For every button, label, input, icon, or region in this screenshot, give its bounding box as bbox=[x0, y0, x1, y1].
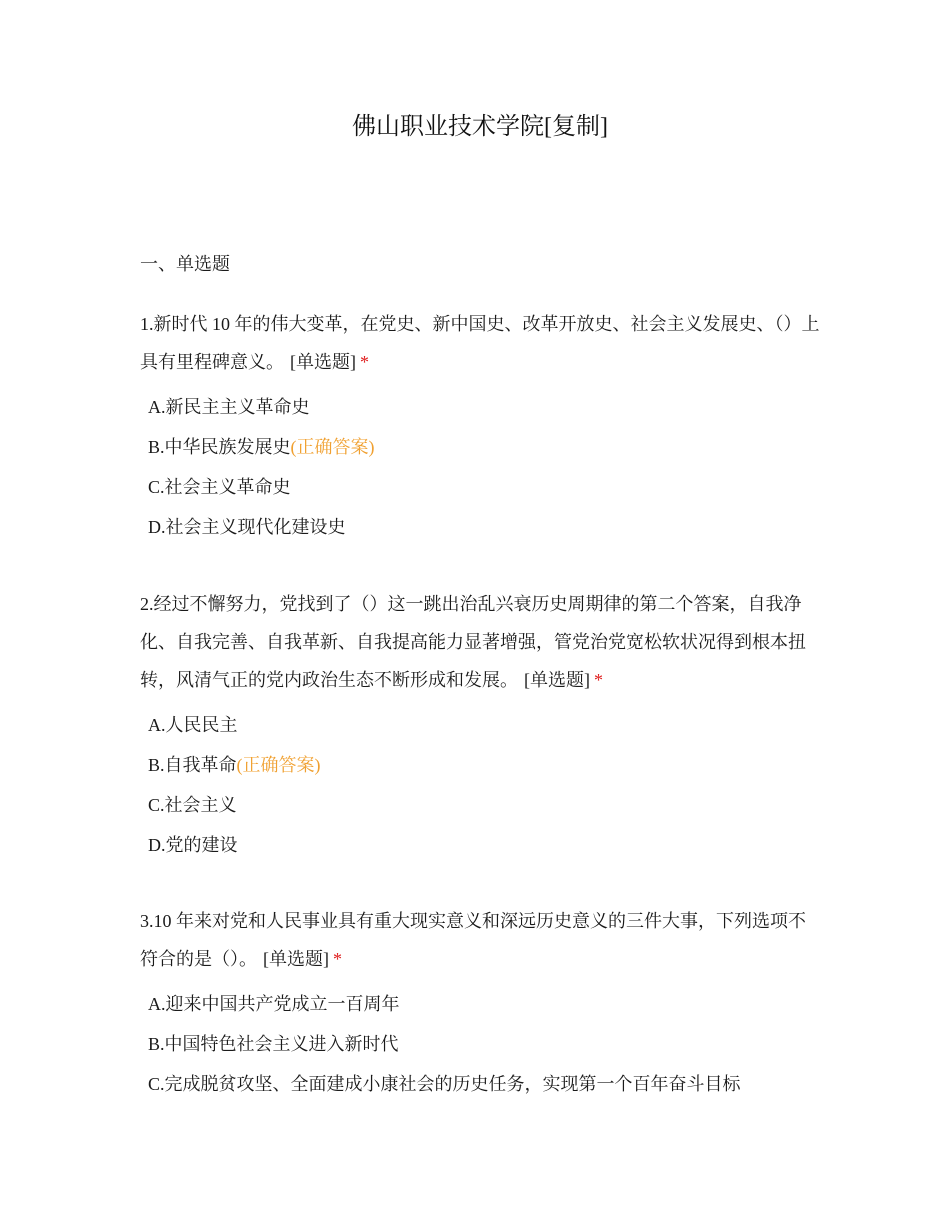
question-2-stem bbox=[140, 585, 820, 699]
question-1-stem bbox=[140, 305, 820, 381]
question-text: 3.10 年来对党和人民事业具有重大现实意义和深远历史意义的三件大事，下列选项不符合的是（）。 bbox=[140, 911, 806, 969]
question-text: 2.经过不懈努力，党找到了（）这一跳出治乱兴衰历史周期律的第二个答案，自我净化、自我完善、自我革新、自我提高能力显著增强，管党治党宽松软状况得到根本扭转，风清气正的党内政治生态不断形成和发展。 bbox=[140, 594, 806, 690]
option-label: C.社会主义 bbox=[148, 795, 237, 815]
option-label: A.迎来中国共产党成立一百周年 bbox=[148, 994, 400, 1014]
option-c bbox=[148, 785, 820, 825]
document-title: 佛山职业技术学院[复制] bbox=[352, 114, 608, 140]
option-label: D.社会主义现代化建设史 bbox=[148, 517, 346, 537]
option-a bbox=[148, 984, 820, 1024]
option-list bbox=[148, 387, 820, 547]
option-a bbox=[148, 705, 820, 745]
option-label: B.中华民族发展史 bbox=[148, 437, 291, 457]
question-3 bbox=[140, 902, 820, 1104]
required-mark: * bbox=[594, 670, 603, 690]
option-b bbox=[148, 745, 820, 785]
option-a bbox=[148, 387, 820, 427]
option-label: B.自我革命 bbox=[148, 755, 237, 775]
correct-answer-tag: (正确答案) bbox=[290, 437, 375, 457]
option-label: A.人民民主 bbox=[148, 715, 238, 735]
correct-answer-tag: (正确答案) bbox=[236, 755, 321, 775]
option-list bbox=[148, 705, 820, 865]
option-label: A.新民主主义革命史 bbox=[148, 397, 310, 417]
option-label: C.社会主义革命史 bbox=[148, 477, 291, 497]
option-b bbox=[148, 1024, 820, 1064]
option-list bbox=[148, 984, 820, 1104]
question-type: [单选题] bbox=[263, 949, 329, 969]
option-b bbox=[148, 427, 820, 467]
option-d bbox=[148, 825, 820, 865]
option-label: B.中国特色社会主义进入新时代 bbox=[148, 1034, 399, 1054]
option-c bbox=[148, 467, 820, 507]
option-c bbox=[148, 1064, 820, 1104]
option-label: D.党的建设 bbox=[148, 835, 238, 855]
question-3-stem bbox=[140, 902, 820, 978]
question-text: 1.新时代 10 年的伟大变革，在党史、新中国史、改革开放史、社会主义发展史、（）上具有里程碑意义。 bbox=[140, 314, 820, 372]
option-label: C.完成脱贫攻坚、全面建成小康社会的历史任务，实现第一个百年奋斗目标 bbox=[148, 1074, 741, 1094]
question-type: [单选题] bbox=[524, 670, 590, 690]
question-1 bbox=[140, 305, 820, 547]
question-2 bbox=[140, 585, 820, 865]
required-mark: * bbox=[360, 352, 369, 372]
option-d bbox=[148, 507, 820, 547]
required-mark: * bbox=[333, 949, 342, 969]
question-type: [单选题] bbox=[290, 352, 356, 372]
section-heading: 一、单选题 bbox=[140, 254, 230, 274]
